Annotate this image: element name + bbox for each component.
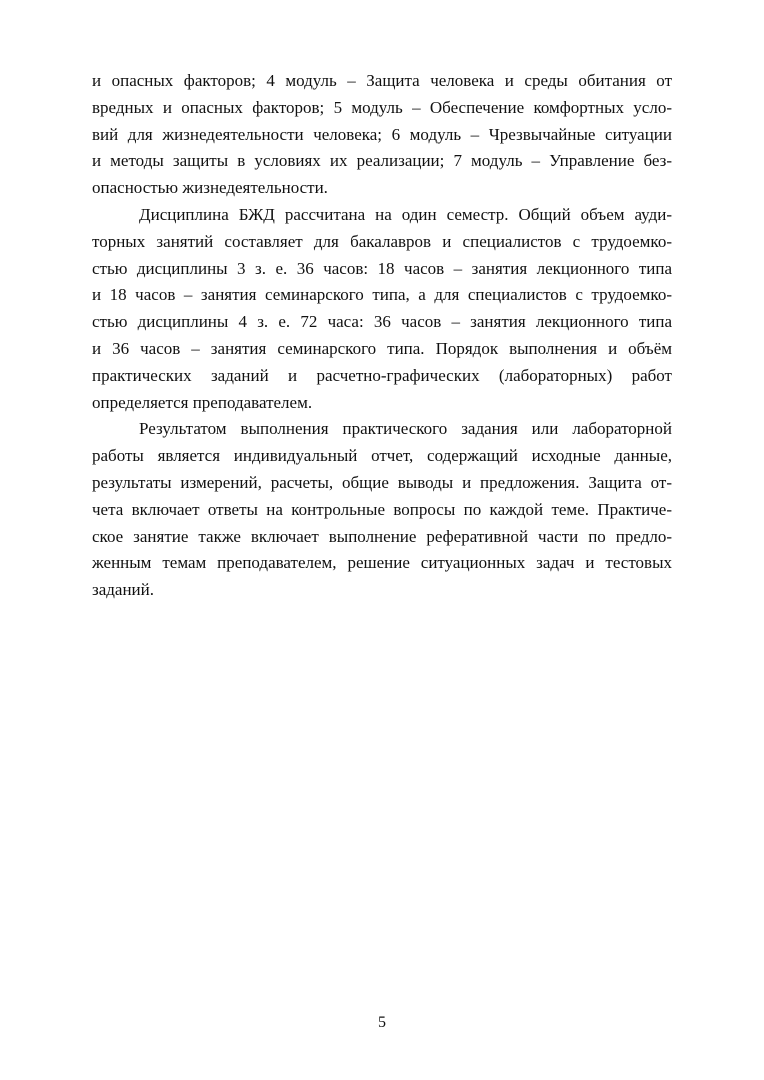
- text-line: Дисциплина БЖД рассчитана на один семестр. Общий объем ауди-: [139, 204, 672, 224]
- text-line: определяется преподавателем.: [92, 392, 313, 412]
- text-line: Результатом выполнения практического задания или лабораторной: [139, 419, 672, 439]
- text-line: практических заданий и расчетно-графических (лабораторных) работ: [92, 365, 672, 385]
- text-line: и 18 часов – занятия семинарского типа, а для специалистов с трудоемко-: [92, 285, 672, 305]
- paragraph: [92, 202, 672, 416]
- text-line: заданий.: [92, 580, 154, 600]
- text-line: и опасных факторов; 4 модуль – Защита человека и среды обитания от: [92, 71, 672, 90]
- text-line: работы является индивидуальный отчет, содержащий исходные данные,: [92, 446, 672, 466]
- text-line: женным темам преподавателем, решение ситуационных задач и тестовых: [92, 553, 672, 573]
- text-line: стью дисциплины 3 з. е. 36 часов: 18 часов – занятия лекционного типа: [92, 258, 672, 278]
- paragraph: [92, 416, 672, 604]
- text-line: вредных и опасных факторов; 5 модуль – Обеспечение комфортных усло-: [92, 97, 672, 117]
- text-line: чета включает ответы на контрольные вопросы по каждой теме. Практиче-: [92, 499, 672, 519]
- paragraph: [92, 68, 672, 202]
- text-line: опасностью жизнедеятельности.: [92, 178, 328, 198]
- text-line: ское занятие также включает выполнение реферативной части по предло-: [92, 526, 672, 546]
- text-line: вий для жизнедеятельности человека; 6 модуль – Чрезвычайные ситуации: [92, 124, 672, 144]
- text-line: и методы защиты в условиях их реализации; 7 модуль – Управление без-: [92, 151, 672, 171]
- text-line: результаты измерений, расчеты, общие выводы и предложения. Защита от-: [92, 472, 672, 492]
- text-line: и 36 часов – занятия семинарского типа. Порядок выполнения и объём: [92, 338, 672, 358]
- page-number: 5: [378, 1014, 386, 1031]
- text-line: стью дисциплины 4 з. е. 72 часа: 36 часов – занятия лекционного типа: [92, 312, 672, 332]
- body-text: [92, 68, 672, 604]
- text-line: торных занятий составляет для бакалавров и специалистов с трудоемко-: [92, 231, 672, 251]
